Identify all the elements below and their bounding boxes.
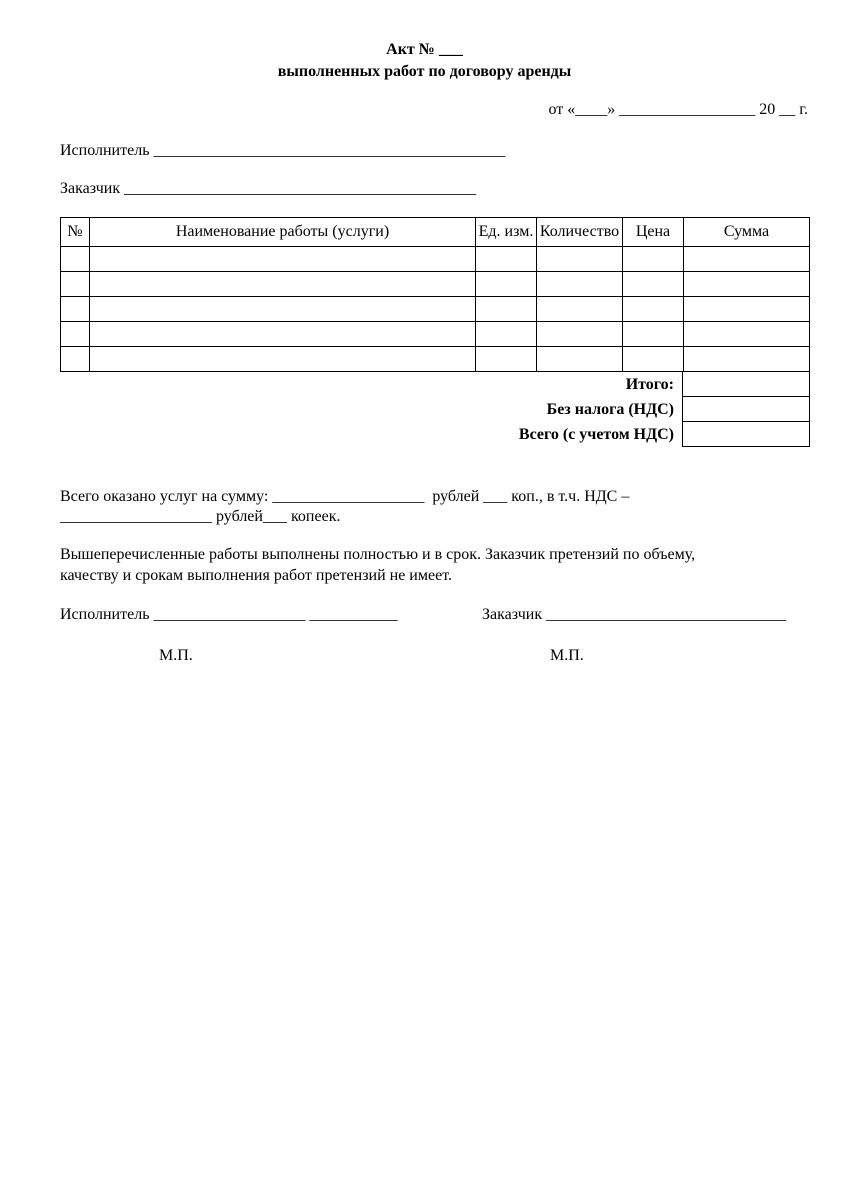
- with-vat-label: Всего (с учетом НДС): [518, 426, 674, 443]
- table-cell: [537, 247, 623, 272]
- table-cell: [537, 272, 623, 297]
- sum-line-1: Всего оказано услуг на сумму: ___________________ рублей ___ коп., в т.ч. НДС –: [60, 488, 630, 505]
- table-cell: [623, 297, 684, 322]
- customer-field: Заказчик ____________________________________________: [60, 180, 477, 197]
- customer-signature-line: Заказчик ______________________________: [482, 606, 787, 623]
- column-header-number: №: [61, 218, 90, 247]
- table-row: [61, 347, 810, 372]
- table-cell: [476, 247, 537, 272]
- column-header-quantity: Количество: [537, 218, 623, 247]
- table-cell: [90, 272, 476, 297]
- no-vat-value-cell: [682, 396, 810, 422]
- total-value-cell: [682, 371, 810, 397]
- table-cell: [684, 272, 810, 297]
- table-cell: [90, 247, 476, 272]
- table-cell: [623, 247, 684, 272]
- table-cell: [90, 322, 476, 347]
- items-table: [60, 217, 810, 372]
- table-cell: [61, 272, 90, 297]
- table-cell: [61, 322, 90, 347]
- table-header-row: [61, 218, 810, 247]
- executor-field: Исполнитель ____________________________________________: [60, 142, 506, 159]
- column-header-sum: Сумма: [684, 218, 810, 247]
- table-row: [61, 272, 810, 297]
- table-cell: [61, 247, 90, 272]
- table-row: [61, 247, 810, 272]
- statement-line-1: Вышеперечисленные работы выполнены полностью и в срок. Заказчик претензий по объему,: [60, 546, 696, 563]
- no-vat-label: Без налога (НДС): [546, 401, 674, 418]
- executor-stamp-mark: М.П.: [159, 647, 193, 664]
- with-vat-value-cell: [682, 421, 810, 447]
- table-row: [61, 297, 810, 322]
- table-cell: [90, 347, 476, 372]
- executor-signature-line: Исполнитель ___________________ ___________: [60, 606, 398, 623]
- table-row: [61, 322, 810, 347]
- table-cell: [684, 247, 810, 272]
- table-cell: [61, 297, 90, 322]
- total-label: Итого:: [625, 376, 674, 393]
- table-cell: [476, 297, 537, 322]
- date-line: от «____» _________________ 20 __ г.: [548, 101, 808, 118]
- table-cell: [684, 297, 810, 322]
- table-cell: [476, 322, 537, 347]
- statement-line-2: качеству и срокам выполнения работ претензий не имеет.: [60, 567, 452, 584]
- column-header-name: Наименование работы (услуги): [90, 218, 476, 247]
- column-header-unit: Ед. изм.: [476, 218, 537, 247]
- table-cell: [623, 272, 684, 297]
- table-cell: [684, 322, 810, 347]
- table-cell: [684, 347, 810, 372]
- table-cell: [623, 347, 684, 372]
- column-header-price: Цена: [623, 218, 684, 247]
- table-cell: [90, 297, 476, 322]
- document-subtitle: выполненных работ по договору аренды: [277, 63, 572, 80]
- customer-stamp-mark: М.П.: [550, 647, 584, 664]
- table-cell: [476, 272, 537, 297]
- table-cell: [476, 347, 537, 372]
- document-title: Акт № ___: [386, 41, 463, 58]
- table-cell: [537, 347, 623, 372]
- table-cell: [537, 297, 623, 322]
- table-cell: [623, 322, 684, 347]
- table-cell: [537, 322, 623, 347]
- table-cell: [61, 347, 90, 372]
- sum-line-2: ___________________ рублей___ копеек.: [60, 508, 341, 525]
